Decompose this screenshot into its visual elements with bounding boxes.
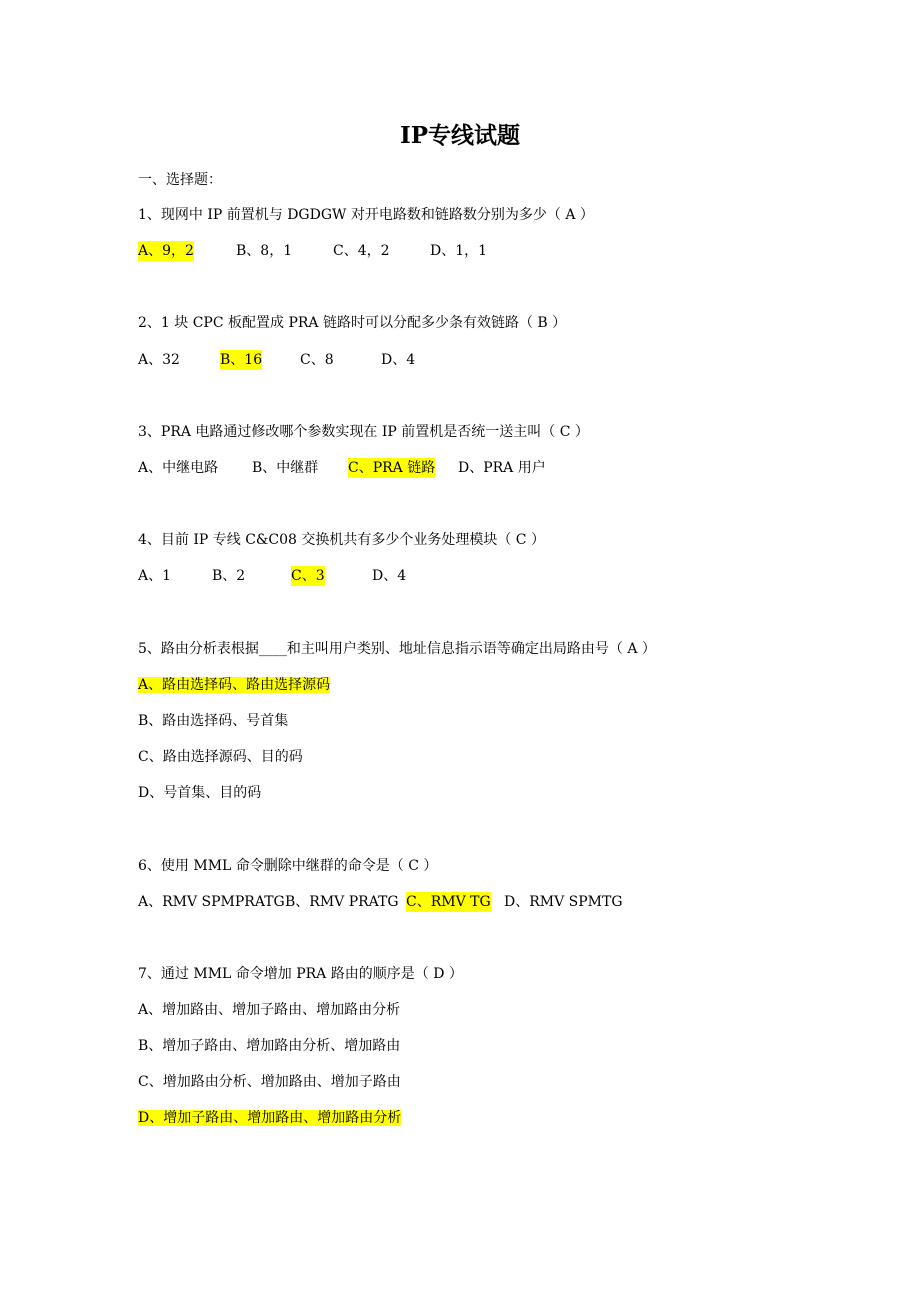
question-6: 6、使用 MML 命令删除中继群的命令是（ C ） [138, 858, 438, 874]
q7-option-d: D、增加子路由、增加路由、增加路由分析 [138, 1110, 402, 1126]
question-4: 4、目前 IP 专线 C&C08 交换机共有多少个业务处理模块（ C ） [138, 532, 545, 548]
q6-option-b: B、RMV PRATG [285, 894, 399, 910]
q6-option-c: C、RMV TG [406, 894, 491, 910]
q1-option-a: A、9，2 [138, 243, 194, 259]
document-title: IP专线试题 [399, 122, 521, 149]
section-heading: 一、选择题： [138, 172, 222, 188]
q7-option-a: A、增加路由、增加子路由、增加路由分析 [138, 1002, 401, 1018]
q3-option-c: C、PRA 链路 [348, 460, 436, 476]
q1-option-c: C、4，2 [333, 243, 390, 259]
q5-option-a: A、路由选择码、路由选择源码 [138, 677, 331, 693]
q4-option-b: B、2 [212, 568, 246, 584]
q5-option-a-row [138, 675, 330, 695]
question-3: 3、PRA 电路通过修改哪个参数实现在 IP 前置机是否统一送主叫（ C ） [138, 424, 589, 440]
q7-option-b: B、增加子路由、增加路由分析、增加路由 [138, 1038, 401, 1054]
question-5: 5、路由分析表根据____和主叫用户类别、地址信息指示语等确定出局路由号（ A ） [138, 641, 656, 657]
q2-option-d: D、4 [381, 352, 416, 368]
q4-option-d: D、4 [372, 568, 407, 584]
question-1: 1、现网中 IP 前置机与 DGDGW 对开电路数和链路数分别为多少（ A ） [138, 207, 594, 223]
q7-option-c: C、增加路由分析、增加路由、增加子路由 [138, 1074, 401, 1090]
q6-option-d: D、RMV SPMTG [504, 894, 623, 910]
question-7: 7、通过 MML 命令增加 PRA 路由的顺序是（ D ） [138, 966, 463, 982]
q3-option-b: B、中继群 [252, 460, 319, 476]
q4-option-a: A、1 [138, 568, 172, 584]
q5-option-b: B、路由选择码、号首集 [138, 713, 289, 729]
q1-option-b: B、8，1 [236, 243, 293, 259]
question-2: 2、1 块 CPC 板配置成 PRA 链路时可以分配多少条有效链路（ B ） [138, 315, 567, 331]
q7-option-d-row [138, 1108, 401, 1128]
q2-option-b: B、16 [220, 352, 263, 368]
q5-option-c: C、路由选择源码、目的码 [138, 749, 303, 765]
q1-option-d: D、1，1 [430, 243, 488, 259]
q5-option-d: D、号首集、目的码 [138, 785, 262, 801]
q3-option-d: D、PRA 用户 [458, 460, 546, 476]
q2-option-a: A、32 [138, 352, 180, 368]
q4-option-c: C、3 [291, 568, 325, 584]
q2-option-c: C、8 [300, 352, 334, 368]
q6-option-a: A、RMV SPMPRATG [138, 894, 285, 910]
q3-option-a: A、中继电路 [138, 460, 219, 476]
